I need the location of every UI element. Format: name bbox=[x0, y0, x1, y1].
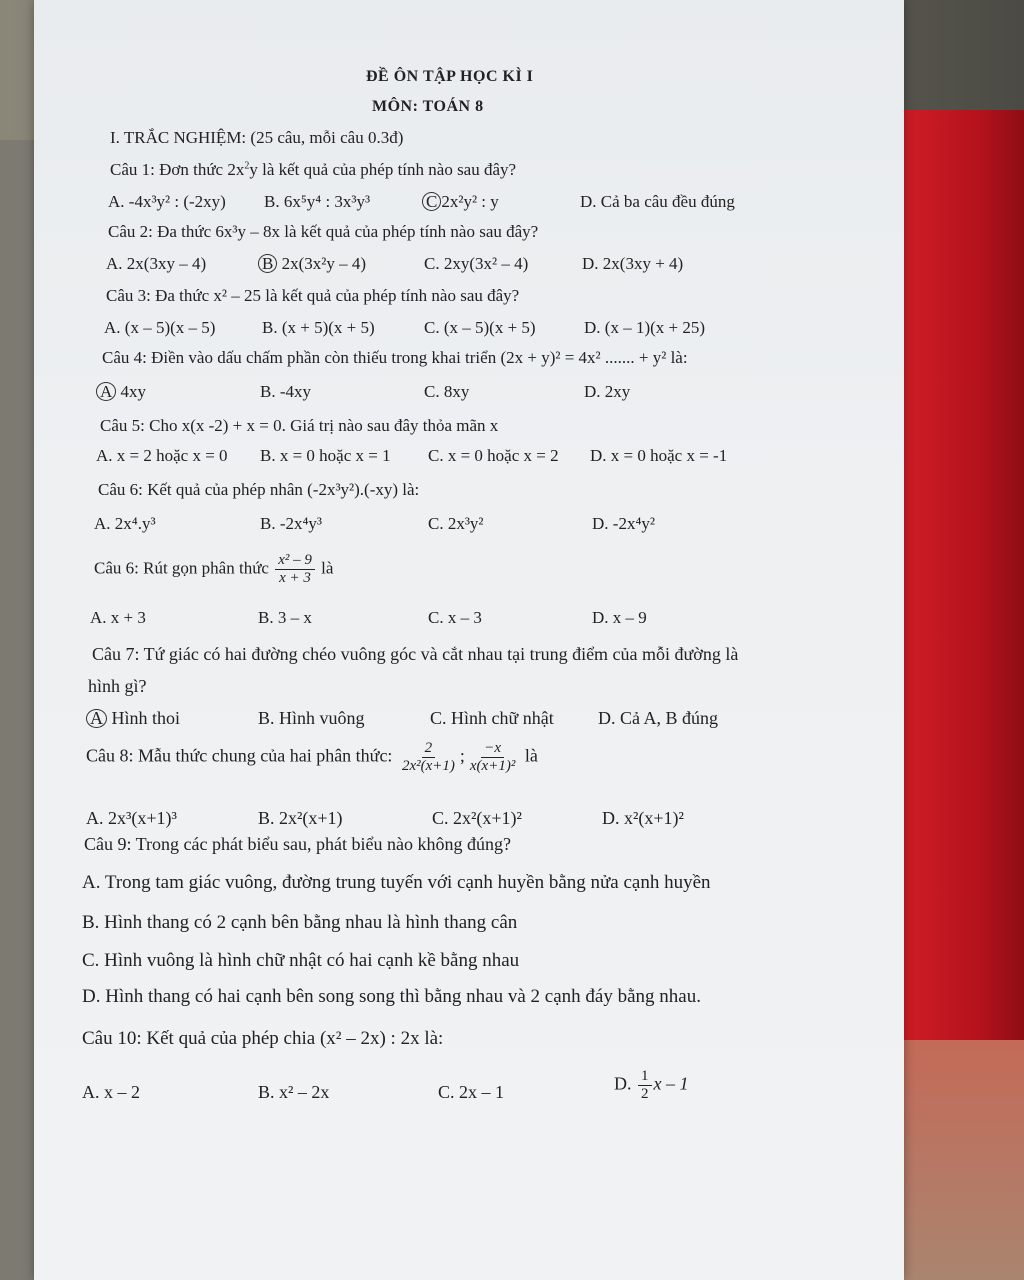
question-9: Câu 9: Trong các phát biểu sau, phát biểu nào không đúng? bbox=[84, 834, 511, 854]
q5-option-c[interactable]: C. x = 0 hoặc x = 2 bbox=[428, 446, 559, 465]
q7-option-a-text: Hình thoi bbox=[111, 708, 181, 728]
q3-option-b[interactable]: B. (x + 5)(x + 5) bbox=[262, 318, 375, 337]
q10-d-num: 1 bbox=[638, 1068, 652, 1086]
q5-option-b[interactable]: B. x = 0 hoặc x = 1 bbox=[260, 446, 391, 465]
question-7-line2: hình gì? bbox=[88, 676, 147, 696]
q5-option-a[interactable]: A. x = 2 hoặc x = 0 bbox=[96, 446, 228, 465]
question-8 bbox=[86, 740, 538, 775]
q6b-numerator: x² – 9 bbox=[275, 552, 315, 570]
question-4: Câu 4: Điền vào dấu chấm phần còn thiếu trong khai triển (2x + y)² = 4x² ....... + y² là: bbox=[102, 348, 688, 367]
q6b-option-d[interactable]: D. x – 9 bbox=[592, 608, 647, 627]
q8-num-2: −x bbox=[481, 740, 504, 758]
answer-circle-icon: A bbox=[96, 382, 116, 401]
q4-option-d[interactable]: D. 2xy bbox=[584, 382, 631, 401]
q8-option-b[interactable]: B. 2x²(x+1) bbox=[258, 808, 343, 828]
q1-post: y là kết quả của phép tính nào sau đây? bbox=[249, 160, 517, 179]
question-6a: Câu 6: Kết quả của phép nhân (-2x³y²).(-xy) là: bbox=[98, 480, 420, 499]
question-10: Câu 10: Kết quả của phép chia (x² – 2x) : 2x là: bbox=[82, 1028, 444, 1049]
q7-option-d[interactable]: D. Cả A, B đúng bbox=[598, 708, 719, 728]
exam-paper bbox=[34, 0, 904, 1280]
q6b-option-a[interactable]: A. x + 3 bbox=[90, 608, 146, 627]
q10-d-den: 2 bbox=[641, 1086, 649, 1102]
q2-option-d[interactable]: D. 2x(3xy + 4) bbox=[582, 254, 684, 273]
q6a-option-c[interactable]: C. 2x³y² bbox=[428, 514, 484, 533]
q6b-option-c[interactable]: C. x – 3 bbox=[428, 608, 482, 627]
q2-option-b[interactable] bbox=[258, 254, 366, 274]
q3-option-a[interactable]: A. (x – 5)(x – 5) bbox=[104, 318, 216, 337]
q8-fraction-1 bbox=[399, 740, 458, 775]
q4-option-a[interactable] bbox=[96, 382, 146, 402]
q9-option-b[interactable]: B. Hình thang có 2 cạnh bên bằng nhau là hình thang cân bbox=[82, 912, 518, 933]
q2-option-b-text: 2x(3x²y – 4) bbox=[281, 254, 367, 273]
q8-option-a[interactable]: A. 2x³(x+1)³ bbox=[86, 808, 177, 828]
q1-pre: Câu 1: Đơn thức 2x bbox=[110, 160, 245, 179]
q6b-pre: Câu 6: Rút gọn phân thức bbox=[94, 558, 269, 578]
q10-option-b[interactable]: B. x² – 2x bbox=[258, 1082, 330, 1102]
q8-option-c[interactable]: C. 2x²(x+1)² bbox=[432, 808, 522, 828]
q4-option-b[interactable]: B. -4xy bbox=[260, 382, 311, 401]
q8-separator: ; bbox=[459, 745, 465, 766]
q6a-option-a[interactable]: A. 2x⁴.y³ bbox=[94, 514, 156, 533]
q1-option-d[interactable]: D. Cả ba câu đều đúng bbox=[580, 192, 735, 211]
q10-d-tail: x – 1 bbox=[653, 1073, 689, 1094]
q10-option-c[interactable]: C. 2x – 1 bbox=[438, 1082, 505, 1102]
q6b-fraction bbox=[275, 552, 315, 587]
q3-option-d[interactable]: D. (x – 1)(x + 25) bbox=[584, 318, 706, 337]
subject-title: MÔN: TOÁN 8 bbox=[372, 98, 484, 115]
question-3: Câu 3: Đa thức x² – 25 là kết quả của phép tính nào sau đây? bbox=[106, 286, 520, 305]
q6b-denominator: x + 3 bbox=[279, 570, 311, 586]
q7-option-a[interactable] bbox=[86, 708, 180, 729]
q8-den-1: 2x²(x+1) bbox=[401, 758, 455, 774]
question-7: Câu 7: Tứ giác có hai đường chéo vuông góc và cắt nhau tại trung điểm của mỗi đường là bbox=[92, 644, 739, 664]
q10-option-d[interactable] bbox=[614, 1068, 689, 1103]
q1-option-b[interactable]: B. 6x⁵y⁴ : 3x³y³ bbox=[264, 192, 371, 211]
q6a-option-b[interactable]: B. -2x⁴y³ bbox=[260, 514, 323, 533]
q1-option-c-text: 2x²y² : y bbox=[441, 192, 499, 211]
q8-pre: Câu 8: Mẫu thức chung của hai phân thức: bbox=[86, 745, 393, 766]
q1-exp: 2 bbox=[244, 160, 250, 172]
q1-option-c[interactable] bbox=[422, 192, 499, 212]
q2-option-c[interactable]: C. 2xy(3x² – 4) bbox=[424, 254, 529, 273]
q10-option-a[interactable]: A. x – 2 bbox=[82, 1082, 140, 1102]
question-2: Câu 2: Đa thức 6x³y – 8x là kết quả của phép tính nào sau đây? bbox=[108, 222, 539, 241]
q6b-option-b[interactable]: B. 3 – x bbox=[258, 608, 312, 627]
q10-d-fraction bbox=[638, 1068, 652, 1103]
q7-option-b[interactable]: B. Hình vuông bbox=[258, 708, 365, 728]
q6b-post: là bbox=[321, 558, 334, 578]
q8-den-2: x(x+1)² bbox=[469, 758, 516, 774]
q9-option-d[interactable]: D. Hình thang có hai cạnh bên song song thì bằng nhau và 2 cạnh đáy bằng nhau. bbox=[82, 986, 701, 1007]
q4-option-a-text: 4xy bbox=[120, 382, 147, 401]
q9-option-a[interactable]: A. Trong tam giác vuông, đường trung tuyến với cạnh huyền bằng nửa cạnh huyền bbox=[82, 872, 711, 893]
q10-d-label: D. bbox=[614, 1073, 632, 1094]
q8-option-d[interactable]: D. x²(x+1)² bbox=[602, 808, 684, 828]
q8-fraction-2 bbox=[467, 740, 518, 775]
q8-num-1: 2 bbox=[422, 740, 436, 758]
q9-option-c[interactable]: C. Hình vuông là hình chữ nhật có hai cạnh kề bằng nhau bbox=[82, 950, 520, 971]
q5-option-d[interactable]: D. x = 0 hoặc x = -1 bbox=[590, 446, 728, 465]
answer-circle-icon: B bbox=[258, 254, 277, 273]
question-6b bbox=[94, 552, 333, 587]
q8-post: là bbox=[524, 745, 538, 766]
q2-option-a[interactable]: A. 2x(3xy – 4) bbox=[106, 254, 207, 273]
q6a-option-d[interactable]: D. -2x⁴y² bbox=[592, 514, 655, 533]
q7-option-c[interactable]: C. Hình chữ nhật bbox=[430, 708, 554, 728]
q1-option-a[interactable]: A. -4x³y² : (-2xy) bbox=[108, 192, 226, 211]
question-1 bbox=[110, 160, 516, 180]
q3-option-c[interactable]: C. (x – 5)(x + 5) bbox=[424, 318, 536, 337]
answer-circle-icon: A bbox=[86, 709, 107, 728]
section-heading: I. TRẮC NGHIỆM: (25 câu, mỗi câu 0.3đ) bbox=[110, 128, 404, 147]
answer-circle-icon: C bbox=[422, 192, 441, 211]
question-5: Câu 5: Cho x(x -2) + x = 0. Giá trị nào sau đây thỏa mãn x bbox=[100, 416, 499, 435]
page-title: ĐỀ ÔN TẬP HỌC KÌ I bbox=[366, 68, 534, 85]
q4-option-c[interactable]: C. 8xy bbox=[424, 382, 470, 401]
